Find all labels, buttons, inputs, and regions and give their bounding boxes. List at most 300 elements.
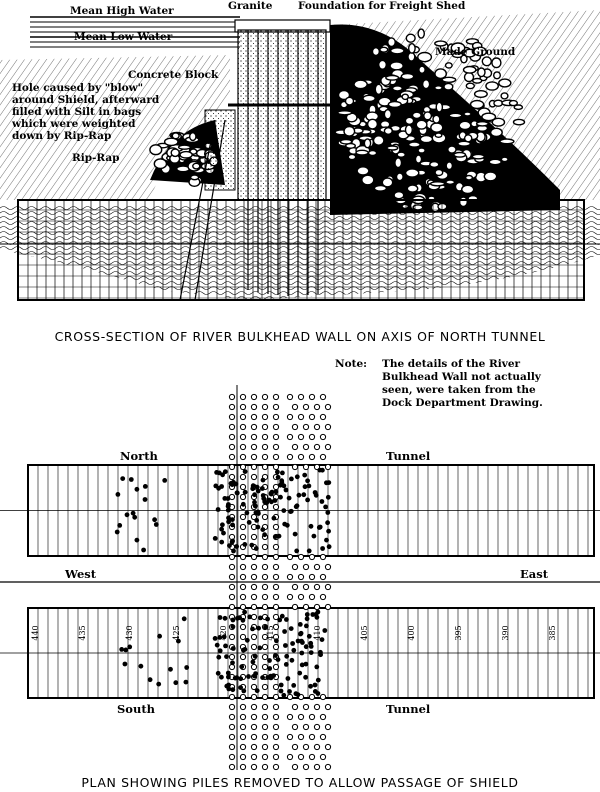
- rock: [354, 80, 367, 88]
- removed-pile: [297, 671, 302, 676]
- pile: [273, 464, 278, 469]
- rock: [472, 154, 484, 158]
- rock: [193, 163, 200, 169]
- pile: [251, 604, 256, 609]
- removed-pile: [227, 543, 232, 548]
- pile: [262, 664, 267, 669]
- pile: [314, 724, 319, 729]
- pile: [309, 454, 314, 459]
- rock: [402, 204, 408, 208]
- removed-pile: [279, 683, 284, 688]
- pile: [229, 444, 234, 449]
- rock: [406, 169, 419, 177]
- removed-pile: [279, 478, 284, 483]
- pile: [229, 584, 234, 589]
- pile: [240, 634, 245, 639]
- label-mean-high-water: Mean High Water: [70, 5, 174, 17]
- pile: [298, 414, 303, 419]
- pile: [240, 594, 245, 599]
- removed-pile: [284, 654, 289, 659]
- rock: [407, 185, 417, 192]
- removed-pile: [312, 534, 317, 539]
- removed-pile: [262, 532, 267, 537]
- pile: [273, 594, 278, 599]
- pile: [262, 724, 267, 729]
- rock: [373, 48, 380, 56]
- station-label: 435: [78, 625, 87, 641]
- pile: [240, 694, 245, 699]
- pile: [292, 464, 297, 469]
- removed-pile: [216, 486, 221, 491]
- removed-pile: [117, 523, 122, 528]
- removed-pile: [135, 487, 140, 492]
- rock: [375, 84, 382, 94]
- removed-pile: [298, 622, 303, 627]
- removed-pile: [287, 496, 292, 501]
- pile: [314, 764, 319, 769]
- pile: [273, 764, 278, 769]
- removed-pile: [123, 662, 128, 667]
- pile: [325, 604, 330, 609]
- pile: [262, 454, 267, 459]
- pile: [240, 434, 245, 439]
- pile: [292, 764, 297, 769]
- pile: [240, 724, 245, 729]
- removed-pile: [278, 495, 283, 500]
- removed-pile: [219, 527, 224, 532]
- removed-pile: [318, 652, 323, 657]
- rock: [380, 47, 388, 52]
- pile: [229, 594, 234, 599]
- removed-pile: [268, 674, 273, 679]
- label-concrete-block: Concrete Block: [128, 69, 219, 81]
- removed-pile: [255, 688, 260, 693]
- removed-pile: [258, 616, 263, 621]
- removed-pile: [256, 489, 261, 494]
- removed-pile: [273, 653, 278, 658]
- removed-pile: [157, 634, 162, 639]
- rock: [397, 173, 404, 181]
- removed-pile: [284, 662, 289, 667]
- removed-pile: [230, 523, 235, 528]
- rock: [514, 119, 525, 124]
- pile: [229, 694, 234, 699]
- pile: [229, 634, 234, 639]
- note-line-4: Dock Department Drawing.: [382, 397, 543, 409]
- pile: [251, 394, 256, 399]
- removed-pile: [283, 643, 288, 648]
- pile: [298, 394, 303, 399]
- removed-pile: [235, 490, 240, 495]
- removed-pile: [303, 484, 308, 489]
- pile: [309, 394, 314, 399]
- removed-pile: [162, 478, 167, 483]
- rock: [466, 83, 474, 88]
- pile: [262, 544, 267, 549]
- rock: [438, 203, 447, 209]
- pile: [314, 704, 319, 709]
- removed-pile: [275, 470, 280, 475]
- pile: [292, 404, 297, 409]
- rock: [402, 94, 408, 99]
- pile: [262, 554, 267, 559]
- pile: [314, 744, 319, 749]
- pile: [273, 714, 278, 719]
- station-label: 410: [313, 625, 322, 641]
- removed-pile: [310, 612, 315, 617]
- rock: [172, 133, 179, 139]
- removed-pile: [284, 488, 289, 493]
- station-label: 440: [31, 625, 40, 641]
- rock: [491, 128, 503, 136]
- pile: [273, 434, 278, 439]
- pile: [292, 744, 297, 749]
- removed-pile: [219, 540, 224, 545]
- rock: [391, 48, 404, 54]
- removed-pile: [291, 683, 296, 688]
- removed-pile: [305, 478, 310, 483]
- pile: [320, 694, 325, 699]
- rock: [436, 102, 442, 112]
- removed-pile: [261, 478, 266, 483]
- removed-pile: [216, 671, 221, 676]
- label-hole-2: around Shield, afterward: [12, 94, 160, 106]
- pile: [325, 464, 330, 469]
- rock: [401, 74, 413, 80]
- removed-pile: [289, 477, 294, 482]
- removed-pile: [224, 654, 229, 659]
- removed-pile: [120, 476, 125, 481]
- pile: [229, 414, 234, 419]
- removed-pile: [257, 646, 262, 651]
- removed-pile: [226, 504, 231, 509]
- removed-pile: [226, 508, 231, 513]
- rock: [499, 79, 511, 87]
- pile: [240, 554, 245, 559]
- pile: [309, 554, 314, 559]
- label-silt: Silt: [507, 173, 528, 185]
- removed-pile: [295, 474, 300, 479]
- pile: [273, 394, 278, 399]
- rock: [500, 139, 514, 144]
- removed-pile: [308, 684, 313, 689]
- pile: [240, 574, 245, 579]
- pile: [273, 424, 278, 429]
- removed-pile: [298, 632, 303, 637]
- cross-section: [0, 0, 600, 344]
- pile: [303, 584, 308, 589]
- removed-pile: [231, 624, 236, 629]
- pile: [320, 414, 325, 419]
- pile: [251, 754, 256, 759]
- removed-pile: [314, 665, 319, 670]
- pile: [251, 444, 256, 449]
- note-line-1: The details of the River: [382, 358, 521, 370]
- removed-pile: [286, 676, 291, 681]
- rock: [444, 83, 453, 90]
- pile: [262, 594, 267, 599]
- pile: [303, 444, 308, 449]
- removed-pile: [260, 527, 265, 532]
- removed-pile: [218, 648, 223, 653]
- pile: [262, 604, 267, 609]
- rock: [409, 142, 420, 147]
- pile: [309, 754, 314, 759]
- removed-pile: [231, 618, 236, 623]
- removed-pile: [313, 683, 318, 688]
- rock: [446, 180, 455, 184]
- rock: [374, 186, 386, 192]
- removed-piles: [115, 468, 332, 698]
- removed-pile: [307, 634, 312, 639]
- pile: [229, 474, 234, 479]
- rock: [494, 72, 501, 79]
- removed-pile: [243, 647, 248, 652]
- pile: [229, 664, 234, 669]
- plan-caption: PLAN SHOWING PILES REMOVED TO ALLOW PASSAGE OF SHIELD: [81, 775, 519, 790]
- pile: [251, 434, 256, 439]
- rock: [448, 146, 456, 153]
- rock: [150, 145, 162, 155]
- removed-pile: [246, 674, 251, 679]
- rock: [408, 53, 415, 62]
- label-hole-3: filled with Silt in bags: [12, 106, 142, 118]
- rock: [449, 113, 462, 117]
- pile: [309, 734, 314, 739]
- pile: [303, 464, 308, 469]
- removed-pile: [230, 660, 235, 665]
- removed-pile: [304, 624, 309, 629]
- removed-pile: [301, 492, 306, 497]
- pile: [240, 474, 245, 479]
- pile: [287, 394, 292, 399]
- pile: [273, 404, 278, 409]
- removed-pile: [305, 612, 310, 617]
- pile: [273, 584, 278, 589]
- rock: [482, 57, 491, 66]
- removed-pile: [254, 518, 259, 523]
- removed-pile: [242, 542, 247, 547]
- north-tunnel-plan: [0, 465, 600, 556]
- removed-pile: [326, 495, 331, 500]
- rock: [388, 102, 401, 108]
- plan-view: [0, 385, 600, 790]
- removed-pile: [252, 500, 257, 505]
- removed-pile: [215, 643, 220, 648]
- pile: [273, 684, 278, 689]
- station-label: 385: [548, 625, 557, 641]
- removed-pile: [127, 645, 132, 650]
- removed-pile: [322, 628, 327, 633]
- pile: [325, 724, 330, 729]
- label-north: North: [120, 449, 158, 463]
- pile: [240, 584, 245, 589]
- rock: [362, 175, 374, 185]
- removed-pile: [218, 615, 223, 620]
- removed-pile: [265, 617, 270, 622]
- removed-pile: [250, 486, 255, 491]
- pile: [262, 744, 267, 749]
- removed-pile: [316, 678, 321, 683]
- removed-pile: [234, 675, 239, 680]
- removed-pile: [281, 508, 286, 513]
- removed-pile: [237, 615, 242, 620]
- pile: [309, 694, 314, 699]
- pile: [262, 764, 267, 769]
- pile: [325, 744, 330, 749]
- pile: [325, 444, 330, 449]
- removed-pile: [245, 511, 250, 516]
- pile: [303, 724, 308, 729]
- pile: [309, 434, 314, 439]
- rock: [374, 136, 384, 145]
- removed-pile: [135, 538, 140, 543]
- pile: [251, 644, 256, 649]
- rock: [514, 105, 522, 109]
- rock: [435, 133, 442, 137]
- pile: [287, 734, 292, 739]
- removed-pile: [300, 640, 305, 645]
- removed-pile: [261, 493, 266, 498]
- pile: [298, 554, 303, 559]
- pile: [273, 444, 278, 449]
- removed-pile: [317, 525, 322, 530]
- pile: [287, 554, 292, 559]
- pile: [298, 434, 303, 439]
- section-caption: CROSS-SECTION OF RIVER BULKHEAD WALL ON AXIS OF NORTH TUNNEL: [54, 329, 546, 344]
- rock: [418, 148, 425, 153]
- rock: [413, 112, 422, 118]
- rock: [501, 157, 508, 161]
- pile: [298, 594, 303, 599]
- pile: [229, 654, 234, 659]
- pile: [262, 714, 267, 719]
- pile: [251, 534, 256, 539]
- rock: [406, 125, 413, 135]
- pile: [287, 694, 292, 699]
- removed-pile: [115, 530, 120, 535]
- removed-pile: [282, 629, 287, 634]
- pile: [229, 554, 234, 559]
- removed-pile: [129, 477, 134, 482]
- pile: [251, 594, 256, 599]
- removed-pile: [230, 687, 235, 692]
- pile: [251, 704, 256, 709]
- removed-pile: [279, 689, 284, 694]
- removed-pile: [154, 522, 159, 527]
- removed-pile: [276, 657, 281, 662]
- station-label: 390: [501, 625, 510, 641]
- rock: [465, 135, 472, 142]
- pile: [262, 394, 267, 399]
- pile: [262, 414, 267, 419]
- removed-pile: [156, 682, 161, 687]
- pile: [273, 694, 278, 699]
- rock: [357, 167, 369, 175]
- label-granite: Granite: [228, 0, 273, 12]
- label-mean-low-water: Mean Low Water: [74, 31, 173, 43]
- removed-pile: [309, 524, 314, 529]
- pile: [287, 574, 292, 579]
- rock: [501, 93, 508, 99]
- label-rip-rap: Rip-Rap: [72, 152, 120, 164]
- pile: [229, 434, 234, 439]
- removed-pile: [309, 650, 314, 655]
- pile: [251, 664, 256, 669]
- removed-pile: [125, 512, 130, 517]
- removed-pile: [290, 658, 295, 663]
- note-line-3: seen, were taken from the: [382, 384, 536, 396]
- rock: [409, 44, 415, 53]
- rock: [190, 133, 196, 141]
- removed-pile: [273, 534, 278, 539]
- rock: [364, 139, 370, 148]
- pile: [309, 574, 314, 579]
- removed-pile: [269, 491, 274, 496]
- removed-pile: [252, 492, 257, 497]
- removed-pile: [250, 627, 255, 632]
- pile: [287, 594, 292, 599]
- label-made-ground: Made Ground: [435, 46, 516, 58]
- pile: [273, 704, 278, 709]
- removed-pile: [313, 689, 318, 694]
- rock: [395, 158, 402, 168]
- pile: [251, 764, 256, 769]
- removed-pile: [182, 616, 187, 621]
- pile: [240, 714, 245, 719]
- rock: [446, 162, 452, 170]
- pile: [229, 604, 234, 609]
- concrete-block: [205, 110, 235, 190]
- pile: [240, 484, 245, 489]
- pile: [320, 754, 325, 759]
- rock: [384, 110, 391, 119]
- removed-pile: [226, 675, 231, 680]
- removed-pile: [327, 544, 332, 549]
- label-hole-1: Hole caused by "blow": [12, 82, 144, 94]
- removed-pile: [291, 648, 296, 653]
- removed-pile: [295, 503, 300, 508]
- removed-pile: [326, 480, 331, 485]
- removed-pile: [281, 693, 286, 698]
- pile: [251, 474, 256, 479]
- pile: [262, 734, 267, 739]
- rock: [384, 128, 392, 135]
- pile: [262, 574, 267, 579]
- pile: [287, 414, 292, 419]
- removed-pile: [247, 615, 252, 620]
- pile: [325, 764, 330, 769]
- removed-pile: [305, 616, 310, 621]
- rock: [477, 122, 489, 126]
- pile: [262, 654, 267, 659]
- label-hole-5: down by Rip-Rap: [12, 130, 112, 142]
- pile: [273, 604, 278, 609]
- pile: [251, 724, 256, 729]
- removed-pile: [245, 638, 250, 643]
- removed-pile: [234, 544, 239, 549]
- pile: [303, 704, 308, 709]
- pile: [298, 734, 303, 739]
- rock: [346, 97, 354, 105]
- removed-pile: [326, 529, 331, 534]
- removed-pile: [256, 525, 261, 530]
- pile: [292, 704, 297, 709]
- removed-pile: [293, 532, 298, 537]
- removed-pile: [173, 680, 178, 685]
- pile: [240, 454, 245, 459]
- pile: [240, 704, 245, 709]
